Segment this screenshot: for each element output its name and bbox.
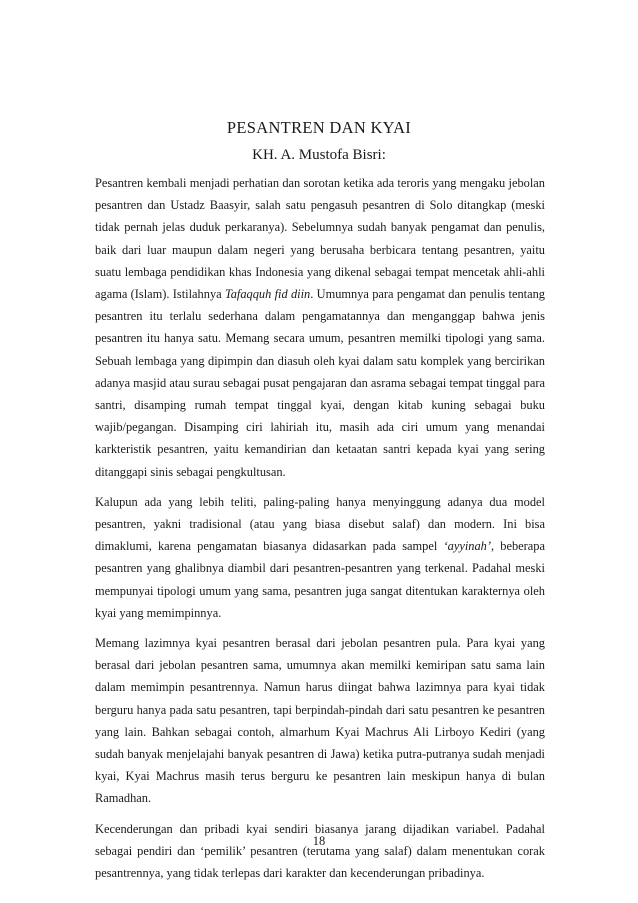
body-text (95, 172, 545, 892)
paragraph-3: Memang lazimnya kyai pesantren berasal dari jebolan pesantren pula. Para kyai yang berasal dari jebolan pesantren sama, umumnya akan memilki kemiripan satu sama lain dalam memimpin pesantrennya. Namun harus diingat bahwa lazimnya para kyai tidak berguru hanya pada satu pesantren, tapi berpindah-pindah dari satu pesantren ke pesantren yang lain. Bahkan sebagai contoh, almarhum Kyai Machrus Ali Lirboyo Kediri (yang sudah banyak menjelajahi banyak pesantren di Jawa) ketika putra-putranya sudah menjadi kyai, Kyai Machrus masih terus berguru ke pesantren lain meskipun hanya di bulan Ramadhan. (95, 636, 545, 806)
paragraph-1: Pesantren kembali menjadi perhatian dan sorotan ketika ada teroris yang mengaku jebolan pesantren dan Ustadz Baasyir, salah satu pengasuh pesantren di Solo ditangkap (meski tidak pernah jelas duduk perkaranya). Sebelumnya sudah banyak pengamat dan penulis, baik dari luar maupun dalam negeri yang berusaha berbicara tentang pesantren, yaitu suatu lembaga pendidikan khas Indonesia yang dikenal sebagai tempat mencetak ahli-ahli agama (Islam). Istilahnya Tafaqquh fid diin. Umumnya para pengamat dan penulis tentang pesantren itu terlalu sederhana dalam pengamatannya dan menganggap bahwa jenis pesantren itu hanya satu. Memang secara umum, pesantren memilki tipologi yang sama. Sebuah lembaga yang dipimpin dan diasuh oleh kyai dalam satu komplek yang bercirikan adanya masjid atau surau sebagai pusat pengajaran dan asrama sebagai tempat tinggal para santri, disamping rumah tempat tinggal kyai, dengan kitab kuning sebagai buku wajib/pegangan. Disamping ciri lahiriah itu, masih ada ciri umum yang menandai karkteristik pesantren, yaitu kemandirian dan ketaatan santri kepada kyai yang sering ditanggapi sinis sebagai pengkultusan. (95, 176, 546, 479)
page-number: 18 (312, 834, 326, 848)
page-title: PESANTREN DAN KYAI (226, 118, 412, 137)
paragraph-4: Kecenderungan dan pribadi kyai sendiri biasanya jarang dijadikan variabel. Padahal sebagai pendiri dan ‘pemilik’ pesantren (terutama yang salaf) dalam menentukan corak pesantrennya, yang tidak terlepas dari karakter dan kecenderungan pribadinya. (95, 821, 545, 881)
italic-term: Tafaqquh fid diin (224, 287, 311, 302)
italic-term: ‘ayyinah’ (443, 539, 491, 554)
author-line: KH. A. Mustofa Bisri: (252, 147, 386, 163)
paragraph-2: Kalupun ada yang lebih teliti, paling-paling hanya menyinggung adanya dua model pesantren, yakni tradisional (atau yang biasa disebut salaf) dan modern. Ini bisa dimaklumi, karena pengamatan biasanya didasarkan pada sampel ‘ayyinah’, beberapa pesantren yang ghalibnya diambil dari pesantren-pesantren yang terkenal. Padahal meski mempunyai tipologi umum yang sama, pesantren juga sangat ditentukan karakternya oleh kyai yang memimpinnya. (95, 494, 545, 620)
